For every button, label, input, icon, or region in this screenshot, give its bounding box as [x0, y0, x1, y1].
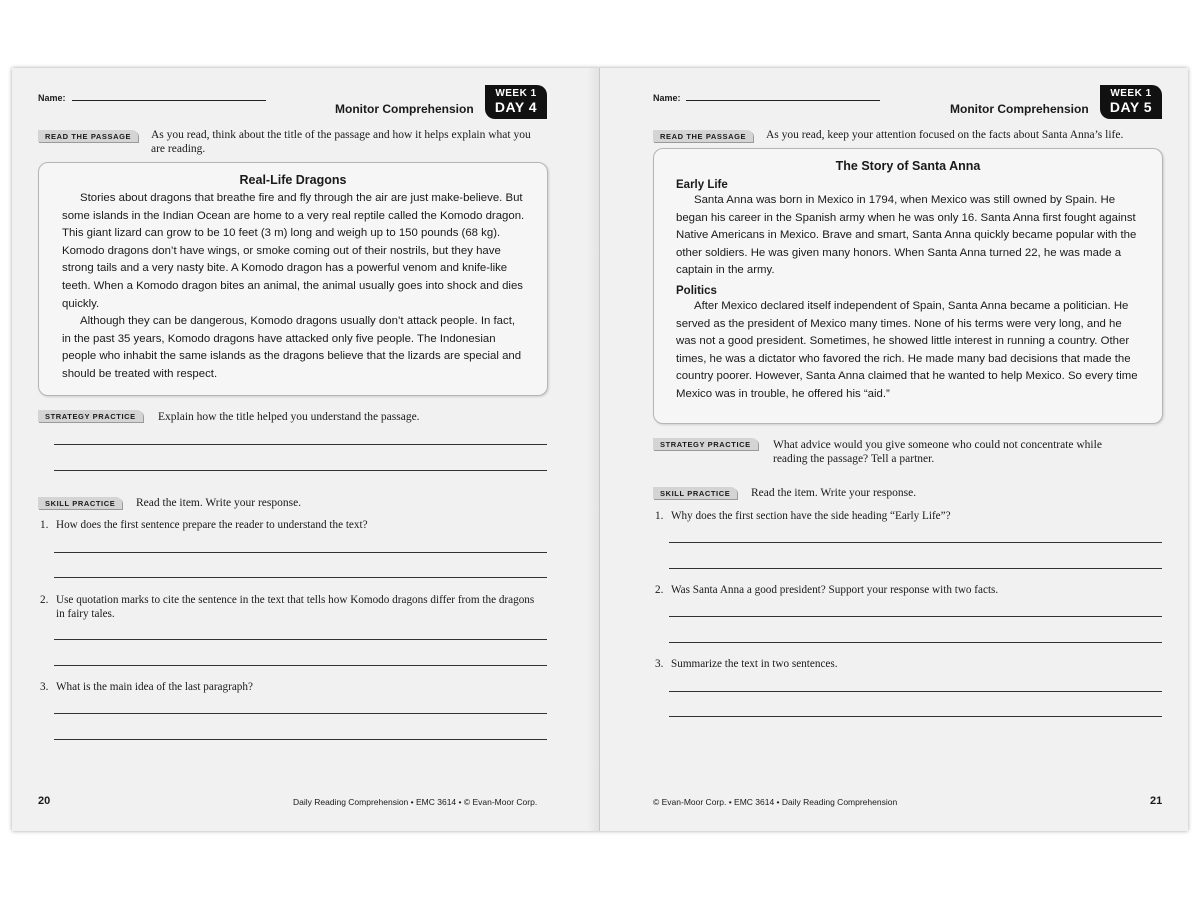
question-text: Summarize the text in two sentences.	[671, 658, 838, 670]
week-label: WEEK 1	[495, 88, 537, 99]
answer-line[interactable]	[54, 552, 547, 553]
question-number: 1.	[40, 519, 49, 531]
question-text: How does the first sentence prepare the reader to understand the text?	[56, 519, 368, 531]
name-label: Name:	[653, 93, 681, 103]
week-day-badge	[1100, 85, 1162, 119]
page-footer: Daily Reading Comprehension • EMC 3614 • © Evan-Moor Corp.	[293, 797, 538, 807]
answer-line[interactable]	[54, 713, 547, 714]
question-number: 3.	[655, 658, 664, 670]
answer-line[interactable]	[669, 542, 1162, 543]
answer-line[interactable]	[669, 568, 1162, 569]
answer-line[interactable]	[54, 739, 547, 740]
skill-instruction: Read the item. Write your response.	[136, 497, 302, 509]
answer-line[interactable]	[669, 642, 1162, 643]
answer-line[interactable]	[54, 444, 547, 445]
question-number: 1.	[655, 510, 664, 522]
passage-box	[38, 162, 548, 396]
passage-box	[653, 148, 1163, 424]
question-text: What is the main idea of the last paragraph?	[56, 681, 253, 693]
answer-line[interactable]	[669, 716, 1162, 717]
question-item	[655, 510, 1155, 524]
right-page	[600, 68, 1188, 831]
question-item	[655, 584, 1155, 598]
question-item	[40, 681, 540, 695]
answer-line[interactable]	[54, 577, 547, 578]
answer-line[interactable]	[54, 470, 547, 471]
read-instruction: As you read, think about the title of the passage and how it helps explain what you are reading.	[151, 129, 531, 155]
read-instruction: As you read, keep your attention focused on the facts about Santa Anna’s life.	[766, 129, 1124, 141]
page-footer: © Evan-Moor Corp. • EMC 3614 • Daily Reading Comprehension	[653, 797, 898, 807]
skill-practice-tag: SKILL PRACTICE	[653, 487, 737, 499]
question-number: 3.	[40, 681, 49, 693]
question-text: Was Santa Anna a good president? Support your response with two facts.	[671, 584, 999, 596]
skill-instruction: Read the item. Write your response.	[751, 487, 917, 499]
day-label: DAY 4	[494, 99, 538, 115]
section-title: Monitor Comprehension	[950, 102, 1089, 116]
side-heading: Politics	[676, 284, 717, 297]
strategy-practice-tag: STRATEGY PRACTICE	[38, 410, 143, 422]
left-page	[12, 68, 600, 831]
side-heading: Early Life	[676, 179, 728, 191]
passage-paragraph: Although they can be dangerous, Komodo dragons usually don’t attack people. In fact, in the past 35 years, Komodo dragons have attacked only five people. The Indonesian people who inhabit the same islands as the dragons believe that the lizards are special and should be treated with respect.	[62, 315, 522, 380]
week-label: WEEK 1	[1110, 88, 1152, 99]
page-number: 21	[1150, 795, 1163, 807]
passage-paragraph: Santa Anna was born in Mexico in 1794, when Mexico was still owned by Spain. He began his career in the Spanish army when he was only 16. Santa Anna first fought against Native Americans in Mexico. Brave and smart, Santa Anna quickly became popular with the other soldiers. He was given many honors. When Santa Anna turned 22, he was made a captain in the army.	[676, 194, 1137, 277]
passage-title: Real-Life Dragons	[239, 173, 347, 187]
week-day-badge	[485, 85, 547, 119]
passage-paragraph: After Mexico declared itself independent of Spain, Santa Anna became a politician. He served as the president of Mexico many times. None of his terms were very long, and he was not a good president. Sometimes, he showed little interest in running a country. Other times, he was a dictator who favored the rich. He made many bad decisions that made the country poorer. However, Santa Anna claimed that he wanted to help Mexico. So every time Mexico was in trouble, he offered his “aid.”	[676, 299, 1138, 400]
strategy-instruction: What advice would you give someone who could not concentrate while reading the passage? Tell a partner.	[773, 439, 1102, 465]
answer-line[interactable]	[669, 616, 1162, 617]
read-passage-tag: READ THE PASSAGE	[38, 130, 138, 142]
strategy-instruction: Explain how the title helped you understand the passage.	[158, 411, 420, 423]
workbook-spread	[12, 68, 1188, 831]
strategy-practice-tag: STRATEGY PRACTICE	[653, 438, 758, 450]
answer-line[interactable]	[54, 639, 547, 640]
name-label: Name:	[38, 93, 66, 103]
answer-line[interactable]	[54, 665, 547, 666]
answer-line[interactable]	[669, 691, 1162, 692]
question-number: 2.	[40, 594, 49, 606]
read-passage-tag: READ THE PASSAGE	[653, 130, 753, 142]
question-number: 2.	[655, 584, 664, 596]
name-line[interactable]	[686, 100, 880, 101]
question-item	[655, 658, 1155, 672]
name-line[interactable]	[72, 100, 266, 101]
question-item	[40, 594, 540, 621]
day-label: DAY 5	[1109, 99, 1153, 115]
page-number: 20	[38, 795, 51, 807]
passage-title: The Story of Santa Anna	[835, 159, 981, 173]
skill-practice-tag: SKILL PRACTICE	[38, 497, 122, 509]
question-item	[40, 519, 540, 533]
question-text: Use quotation marks to cite the sentence in the text that tells how Komodo dragons differ from the dragons in fairy tales.	[56, 594, 535, 620]
section-title: Monitor Comprehension	[335, 102, 474, 116]
passage-paragraph: Stories about dragons that breathe fire and fly through the air are just make-believe. But some islands in the Indian Ocean are home to a very real reptile called the Komodo dragon. This giant lizard can grow to be 10 feet (3 m) long and weigh up to 150 pounds (68 kg). Komodo dragons don’t have wings, or smoke coming out of their nostrils, but they have strong tails and a very nasty bite. A Komodo dragon has a powerful venom and knife-like teeth. When a Komodo dragon bites an animal, the animal usually goes into shock and dies quickly.	[62, 192, 525, 310]
question-text: Why does the first section have the side heading “Early Life”?	[671, 510, 951, 522]
